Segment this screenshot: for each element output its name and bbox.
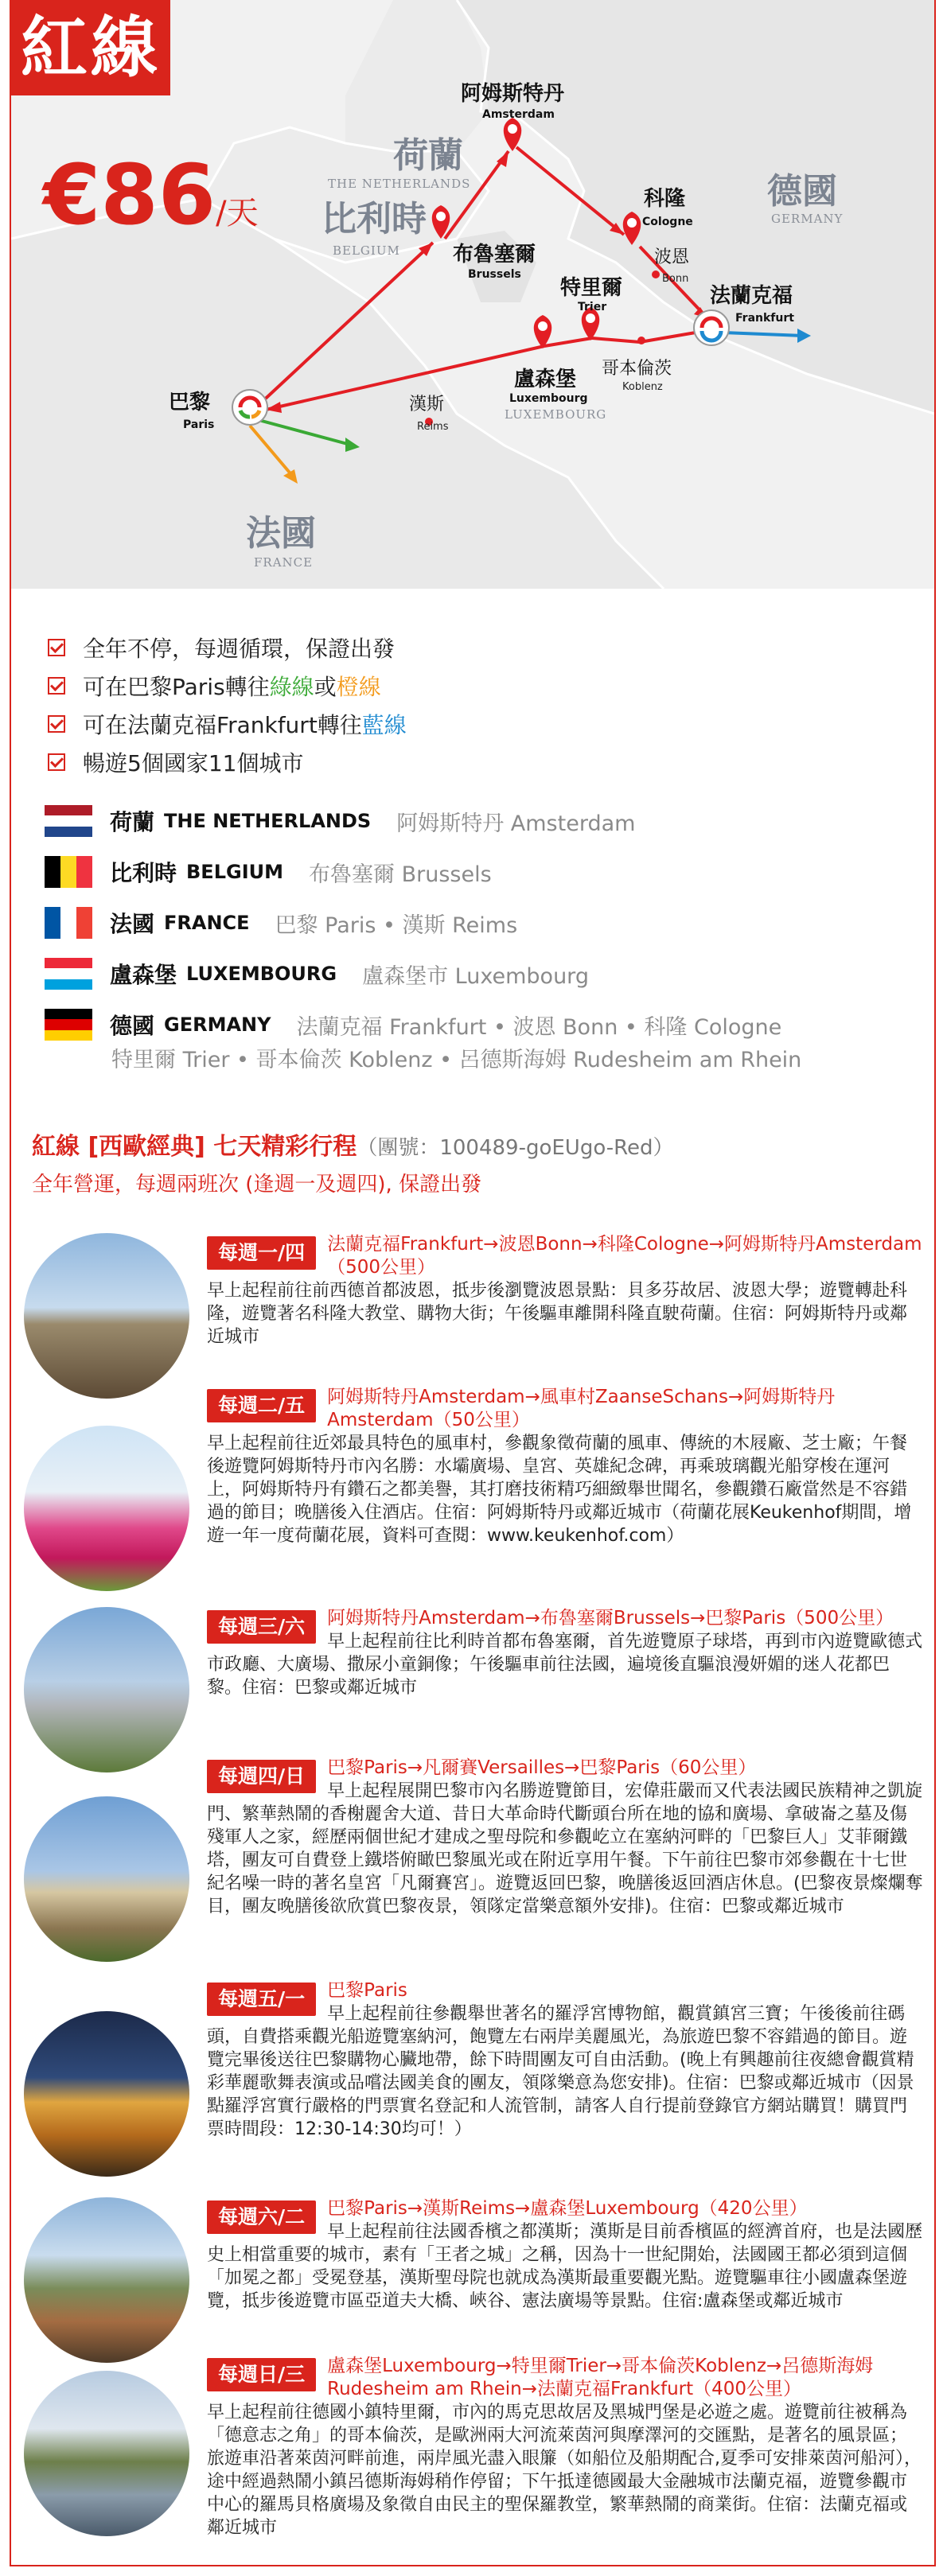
country-en-belgium: BELGIUM [333,243,400,258]
city-koblenz-en: Koblenz [622,381,663,393]
price [43,146,259,257]
country-name-en: THE NETHERLANDS [164,810,372,832]
netherlands-flag-icon [45,805,92,837]
feature-item [48,743,407,781]
country-name: 比利時 [110,860,177,886]
city-koblenz: 哥本倫茨 [602,359,672,379]
country-en-germany: GERMANY [771,212,844,226]
country-name-en: BELGIUM [186,861,283,883]
day-description: 早上起程前往近郊最具特色的風車村，參觀象徵荷蘭的風車、傳統的木屐廠、芝士廠；午餐後遊覽阿姆斯特丹市內名勝：水壩廣場、皇宮、英雄紀念碑，再乘玻璃觀光船穿梭在運河上，阿姆斯特丹有鑽石之都美譽，其打磨技術精巧細緻舉世聞名，參觀鑽石廠當然是不容錯過的節目；晚膳後入住酒店。住宿：阿姆斯特丹或鄰近城市（荷蘭花展Keukenhof期間，增遊一年一度荷蘭花展，資料可查閱：www.keukenhof.com） [207,1434,912,1546]
day-content [207,1979,923,2141]
day-content [207,1233,923,1348]
day-route: 阿姆斯特丹Amsterdam→風車村ZaanseSchans→阿姆斯特丹Amsterdam（50公里） [327,1387,836,1430]
day-block [24,1386,923,1593]
city-reims-en: Reims [417,421,449,433]
city-luxembourg: 盧森堡 [514,368,577,391]
city-cologne: 科隆 [644,187,686,211]
checkbox-icon [48,715,65,733]
city-paris: 巴黎 [169,391,211,414]
blue-line-link[interactable]: 藍線 [361,712,407,738]
day-content [207,1386,923,1547]
germany-flag-icon [45,1009,92,1041]
day-description: 早上起程前往比利時首都布魯塞爾，首先遊覽原子球塔，再到市內遊覽歐德式市政廳、大廣場、撒尿小童銅像；午後驅車前往法國，遍境後直驅浪漫妍媚的迷人花都巴黎。住宿：巴黎或鄰近城市 [207,1632,923,1698]
day-badge: 每週五/一 [207,1983,316,2016]
day-route: 法蘭克福Frankfurt→波恩Bonn→科隆Cologne→阿姆斯特丹Amsterdam（500公里） [327,1234,922,1278]
itinerary-title [32,1127,674,1162]
feature-text: 可在法蘭克福Frankfurt轉往 [83,712,362,738]
day-route: 巴黎Paris→漢斯Reims→盧森堡Luxembourg（420公里） [327,2198,808,2219]
feature-item [48,667,407,705]
day-content [207,1607,923,1699]
country-label-france: 法國 [246,513,316,554]
country-name: 法國 [110,911,155,937]
country-row-france [45,897,801,948]
city-paris-en: Paris [183,418,215,431]
dot-koblenz [637,337,645,344]
tour-code: （團號：100489-goEUgo-Red） [357,1136,674,1160]
city-luxembourg-en: Luxembourg [509,392,588,405]
day-route: 阿姆斯特丹Amsterdam→布魯塞爾Brussels→巴黎Paris（500公里） [327,1608,894,1628]
country-cities: 盧森堡市 Luxembourg [362,963,589,989]
city-reims: 漢斯 [409,395,445,414]
day-block [24,1757,923,1963]
hub-paris [232,390,267,425]
day-route: 巴黎Paris [327,1980,407,2001]
country-list [45,796,801,1073]
day-block [24,1233,923,1352]
day-content [207,2197,923,2313]
day-content [207,1757,923,1918]
france-flag-icon [45,907,92,939]
country-name-en: LUXEMBOURG [186,963,337,985]
country-label-netherlands: 荷蘭 [393,135,463,176]
line-title: 紅線 [11,0,170,95]
country-row-belgium [45,846,801,897]
orange-line-link[interactable]: 橙線 [336,674,381,700]
feature-item [48,628,407,667]
feature-text: 可在巴黎Paris轉往 [83,674,270,700]
atomium-photo [24,1607,189,1772]
versailles-photo [24,1796,189,1962]
day-block [24,2197,923,2341]
price-unit: /天 [216,195,259,232]
dot-bonn [652,270,660,278]
belgium-flag-icon [45,856,92,888]
day-badge: 每週二/五 [207,1389,316,1422]
feature-list [48,628,407,781]
city-frankfurt-en: Frankfurt [735,312,794,325]
luxembourg-city-photo [24,2197,189,2363]
city-trier-en: Trier [578,301,607,313]
louvre-pyramid-photo [24,2011,189,2177]
day-description: 早上起程前往前西德首都波恩，抵步後瀏覽波恩景點：貝多芬故居、波恩大學；遊覽轉赴科隆，遊覽著名科隆大教堂、購物大街；午後驅車離開科隆直駛荷蘭。住宿：阿姆斯特丹或鄰近城市 [207,1281,908,1347]
country-row-netherlands [45,796,801,846]
country-en-netherlands: THE NETHERLANDS [328,177,471,191]
country-cities: 法蘭克福 Frankfurt • 波恩 Bonn • 科隆 Cologne [296,1014,782,1040]
day-badge: 每週一/四 [207,1236,316,1270]
city-amsterdam: 阿姆斯特丹 [461,82,565,106]
city-bonn-en: Bonn [662,273,689,285]
day-description: 早上起程前往德國小鎮特里爾，市內的馬克思故居及黑城門堡是必遊之處。遊覽前往被稱為「德意志之角」的哥本倫茨，是歐洲兩大河流萊茵河與摩澤河的交匯點，是著名的風景區；旅遊車沿著萊茵河畔前進，兩岸風光盡入眼簾（如船位及船期配合,夏季可安排萊茵河船河），途中經過熱鬧小鎮呂德斯海姆稍作停留；下午抵達德國最大金融城市法蘭克福，遊覽參觀市中心的羅馬貝格廣場及象徵自由民主的聖保羅教堂，繁華熱鬧的商業街。住宿：法蘭克福或鄰近城市 [207,2403,922,2538]
itinerary-subtitle: 全年營運，每週兩班次 (逢週一及週四), 保證出發 [32,1173,482,1197]
itinerary-title-text: 紅線 [西歐經典] 七天精彩行程 [32,1133,357,1161]
country-name: 荷蘭 [110,809,155,835]
luxembourg-flag-icon [45,958,92,990]
city-bonn: 波恩 [654,247,690,267]
feature-item [48,705,407,743]
country-label-germany: 德國 [767,171,837,212]
city-cologne-en: Cologne [642,216,693,228]
checkbox-icon [48,753,65,771]
route-map [11,0,934,589]
country-label-belgium: 比利時 [322,199,427,239]
city-trier: 特里爾 [560,276,623,300]
day-description: 早上起程前往法國香檳之都漢斯；漢斯是目前香檳區的經濟首府，也是法國歷史上相當重要的城市，素有「王者之城」之稱，因為十一世紀開始，法國國王都必須到這個「加冕之都」受冕登基，漢斯聖母院也就成為漢斯最重要觀光點。遊覽驅車往小國盧森堡遊覽，抵步後遊覽市區亞道夫大橋、峽谷、憲法廣場等景點。住宿:盧森堡或鄰近城市 [207,2222,923,2311]
country-name-en: FRANCE [164,912,250,934]
feature-text: 或 [314,674,337,700]
price-amount: €86 [43,146,216,243]
hub-frankfurt [694,310,729,345]
feature-text: 暢遊5個國家11個城市 [83,750,304,776]
koblenz-river-photo [24,2371,189,2536]
day-badge: 每週三/六 [207,1610,316,1644]
day-route: 盧森堡Luxembourg→特里爾Trier→哥本倫茨Koblenz→呂德斯海姆Rudesheim am Rhein→法蘭克福Frankfurt（400公里） [327,2356,874,2399]
city-amsterdam-en: Amsterdam [482,108,555,121]
green-line-link[interactable]: 綠線 [269,674,314,700]
city-brussels: 布魯塞爾 [453,243,536,267]
day-content [207,2355,923,2539]
country-cities: 特里爾 Trier • 哥本倫茨 Koblenz • 呂德斯海姆 Rudesheim am Rhein [111,1048,802,1072]
beethoven-statue-photo [24,1233,189,1399]
day-block [24,2355,923,2562]
day-block [24,1607,923,1734]
day-block [24,1979,923,2194]
country-row-luxembourg [45,948,801,999]
country-en-luxembourg: LUXEMBOURG [505,407,607,422]
country-en-france: FRANCE [254,555,314,570]
day-badge: 每週六/二 [207,2200,316,2234]
country-name-en: GERMANY [164,1014,271,1036]
day-badge: 每週日/三 [207,2358,316,2391]
country-name: 盧森堡 [110,962,177,988]
day-badge: 每週四/日 [207,1760,316,1793]
city-brussels-en: Brussels [468,268,521,281]
country-cities: 布魯塞爾 Brussels [309,862,492,887]
day-description: 早上起程前往參觀舉世著名的羅浮宮博物館，觀賞鎮宮三寶；午後後前往碼頭，自費搭乘觀光船遊覽塞納河，飽覽左右兩岸美麗風光，為旅遊巴黎不容錯過的節目。遊覽完畢後送往巴黎購物心臟地帶，餘下時間團友可自由活動。(晚上有興趣前往夜總會觀賞精彩華麗歌舞表演或品嚐法國美食的團友，領隊樂意為您安排)。住宿：巴黎或鄰近城市（因景點羅浮宮實行嚴格的門票實名登記和人流管制，請客人自行提前登錄官方網站購買！購買門票時間段：12:30-14:30均可！） [207,2004,914,2139]
day-route: 巴黎Paris→凡爾賽Versailles→巴黎Paris（60公里） [327,1757,757,1778]
windmill-tulip-photo [24,1426,189,1591]
checkbox-icon [48,677,65,695]
feature-text: 全年不停，每週循環，保證出發 [83,636,396,662]
country-cities: 巴黎 Paris • 漢斯 Reims [275,912,518,938]
checkbox-icon [48,639,65,656]
country-name: 德國 [110,1013,155,1039]
city-frankfurt: 法蘭克福 [710,284,793,308]
country-cities: 阿姆斯特丹 Amsterdam [396,811,636,836]
day-description: 早上起程展開巴黎市內名勝遊覽節目，宏偉莊嚴而又代表法國民族精神之凱旋門、繁華熱鬧的香榭麗舍大道、昔日大革命時代斷頭台所在地的協和廣場、拿破崙之墓及傷殘軍人之家，經歷兩個世紀才建成之聖母院和參觀屹立在塞納河畔的「巴黎巨人」艾菲爾鐵塔，團友可自費登上鐵塔俯瞰巴黎風光或在附近享用午餐。下午前往巴黎市郊參觀在十七世紀名噪一時的著名皇宮「凡爾賽宮」。遊覽返回巴黎，晚膳後返回酒店休息。(巴黎夜景燦爛奪目，團友晚膳後欲欣賞巴黎夜景，領隊定當樂意額外安排)。住宿：巴黎或鄰近城市 [207,1781,923,1916]
